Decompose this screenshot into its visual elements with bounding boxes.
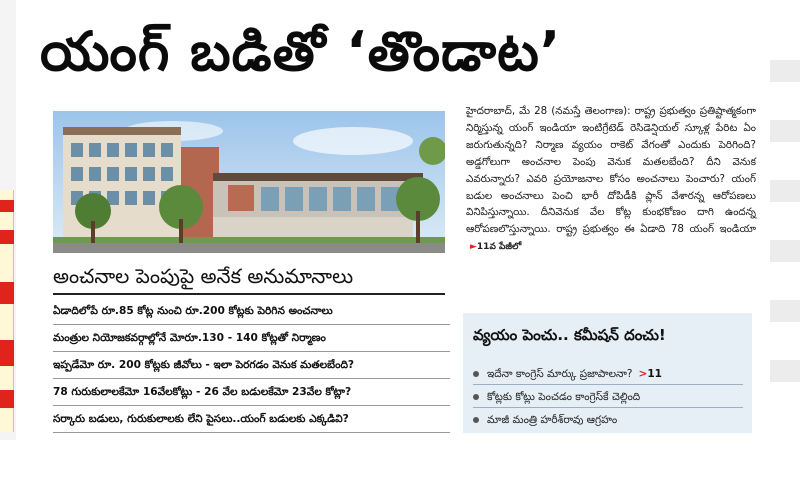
box-item	[473, 409, 743, 431]
school-building-photo	[53, 111, 445, 253]
headline: యంగ్ బడితో ‘తొండాట’	[40, 20, 562, 83]
sidebar-box	[463, 313, 752, 433]
box-item-text: ఇదేనా కాంగ్రెస్ మార్కు ప్రజాపాలనా?	[487, 368, 633, 380]
key-point: ఏడాదిలోపే రూ.85 కోట్ల నుంచి రూ.200 కోట్లకు పెరిగిన అంచనాలు	[53, 298, 450, 325]
article-body-text: హైదరాబాద్, మే 28 (నమస్తే తెలంగాణ): రాష్ట్ర ప్రభుత్వం ప్రతిష్టాత్మకంగా నిర్మిస్తున్న యంగ్ ఇండియా ఇంటిగ్రేటెడ్ రెసిడెన్షియల్ స్కూళ్ల పేరిట ఏం జరుగుతున్నది? నిర్మాణ వ్యయం రాకెట్ వేగంతో ఎందుకు పెరిగింది? అడ్డగోలుగా అంచనాల పెంపు వెనుక మతలబేంది? దీని వెనుక ఎవరున్నారు? ఎవరి ప్రయోజనాల కోసం అంచనాలు పెంచారు? యంగ్ బడుల అంచనాలు పెంచి భారీ దోపిడీకి ప్లాన్ వేశారన్న ఆరోపణలు వినిపిస్తున్నాయి. దీనివెనుక వేల కోట్ల కుంభకోణం దాగి ఉందన్న ఆరోపణలొస్తున్నాయి. రాష్ట్ర ప్రభుత్వం ఈ ఏడాది 78 యంగ్ ఇండియా	[466, 105, 756, 236]
key-point: ఇప్పడేమో రూ. 200 కోట్లకు జీవోలు - ఇలా పెరగడం వెనుక మతలబేంది?	[53, 352, 450, 379]
chevron-right-icon: >	[638, 368, 648, 380]
subheadline: అంచనాల పెంపుపై అనేక అనుమానాలు	[53, 257, 445, 295]
right-page-margin	[770, 60, 800, 460]
key-point: మంత్రుల నియోజకవర్గాల్లోనే మోరూ.130 - 140 కోట్లతో నిర్మాణం	[53, 325, 450, 352]
bullet-icon	[473, 394, 479, 400]
article-body	[466, 103, 756, 303]
left-advertisement-strip	[0, 190, 14, 432]
box-item-text: మాజీ మంత్రి హరీశ్‌రావు ఆగ్రహం	[487, 414, 618, 426]
box-item-text: కోట్లకు కోట్లు పెంచడం కాంగ్రెస్‌కే చెల్లింది	[487, 391, 641, 403]
box-title: వ్యయం పెంచు.. కమీషన్ దంచు!	[473, 326, 666, 344]
continued-label: 11వ పేజీలో	[476, 242, 522, 253]
box-item	[473, 386, 743, 408]
box-item-page: 11	[647, 368, 662, 380]
arrow-right-icon: ►	[470, 242, 477, 253]
key-point: 78 గురుకులాలకేమో 16వేలకోట్లు - 26 వేల బడులకేమో 23వేల కోట్లా?	[53, 379, 450, 406]
continued-link[interactable]	[470, 239, 521, 256]
key-point: సర్కారు బడులు, గురుకులాలకు లేని పైసలు..యంగ్ బడులకు ఎక్కడివి?	[53, 406, 450, 433]
bullet-icon	[473, 371, 479, 377]
bullet-icon	[473, 417, 479, 423]
box-item	[473, 363, 743, 385]
key-points-list	[53, 298, 450, 433]
